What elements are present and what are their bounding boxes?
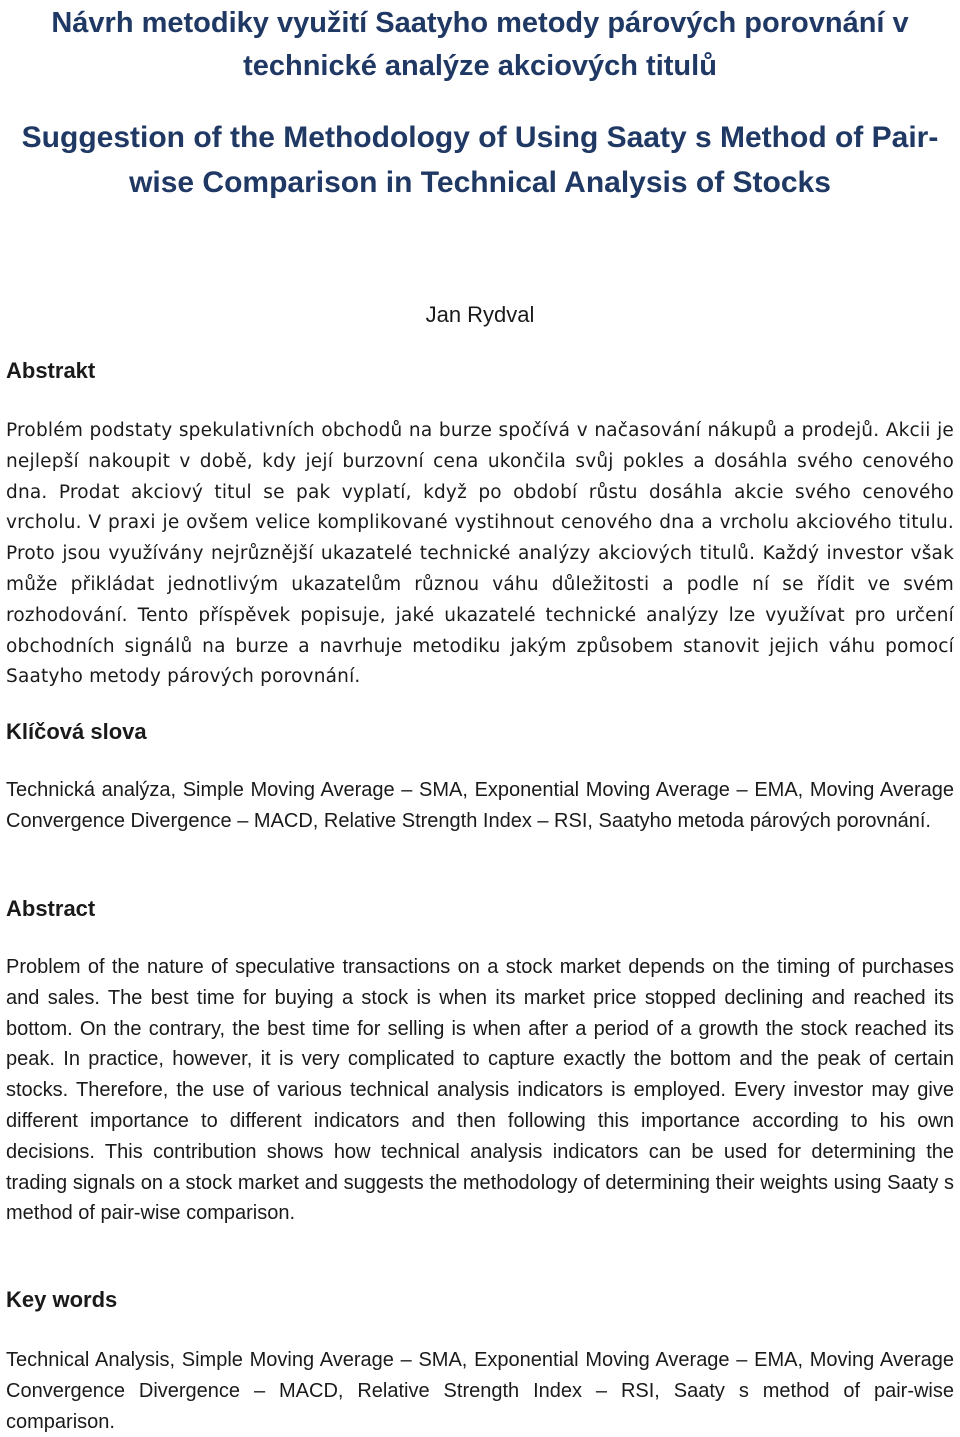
- klicova-slova-text: Technická analýza, Simple Moving Average – SMA, Exponential Moving Average – EMA, Moving Average Convergence Divergence – MACD, Relative Strength Index – RSI, Saatyho metoda párových porovnání.: [6, 779, 954, 832]
- klicova-slova-heading: Klíčová slova: [6, 719, 147, 744]
- title-english: Suggestion of the Methodology of Using Saaty s Method of Pair-wise Comparison in Technical Analysis of Stocks: [21, 121, 939, 199]
- abstrakt-text: Problém podstaty spekulativních obchodů na burze spočívá v načasování nákupů a prodejů. Akcii je nejlepší nakoupit v době, kdy její burzovní cena ukončila svůj pokles a dosáhla svého cenového dna. Prodat akciový titul se pak vyplatí, když po období růstu dosáhla akcie svého cenového vrcholu. V praxi je ovšem velice komplikované vystihnout cenového dna a vrcholu akciového titulu. Proto jsou využívány nejrůznější ukazatelé technické analýzy akciových titulů. Každý investor však může přikládat jednotlivým ukazatelům různou váhu důležitosti a podle ní se řídit ve svém rozhodování. Tento příspěvek popisuje, jaké ukazatelé technické analýzy lze využívat pro určení obchodních signálů na burze a navrhuje metodiku jakým způsobem stanovit jejich váhu pomocí Saatyho metody párových porovnání.: [6, 420, 954, 688]
- abstrakt-heading: Abstrakt: [6, 358, 96, 383]
- key-words-text: Technical Analysis, Simple Moving Average – SMA, Exponential Moving Average – EMA, Moving Average Convergence Divergence – MACD, Relative Strength Index – RSI, Saaty s method of pair-wise comparison.: [6, 1349, 954, 1433]
- key-words-heading: Key words: [6, 1287, 118, 1312]
- abstract-text: Problem of the nature of speculative transactions on a stock market depends on the timing of purchases and sales. The best time for buying a stock is when its market price stopped declining and reached its bottom. On the contrary, the best time for selling is when after a period of a growth the stock reached its peak. In practice, however, it is very complicated to capture exactly the bottom and the peak of certain stocks. Therefore, the use of various technical analysis indicators is employed. Every investor may give different importance to different indicators and then following this importance according to his own decisions. This contribution shows how technical analysis indicators can be used for determining the trading signals on a stock market and suggests the methodology of determining their weights using Saaty s method of pair-wise comparison.: [6, 956, 954, 1225]
- abstract-heading: Abstract: [6, 896, 96, 921]
- author-name: Jan Rydval: [425, 302, 535, 327]
- title-czech: Návrh metodiky využití Saatyho metody párových porovnání v technické analýze akciových titulů: [51, 7, 909, 82]
